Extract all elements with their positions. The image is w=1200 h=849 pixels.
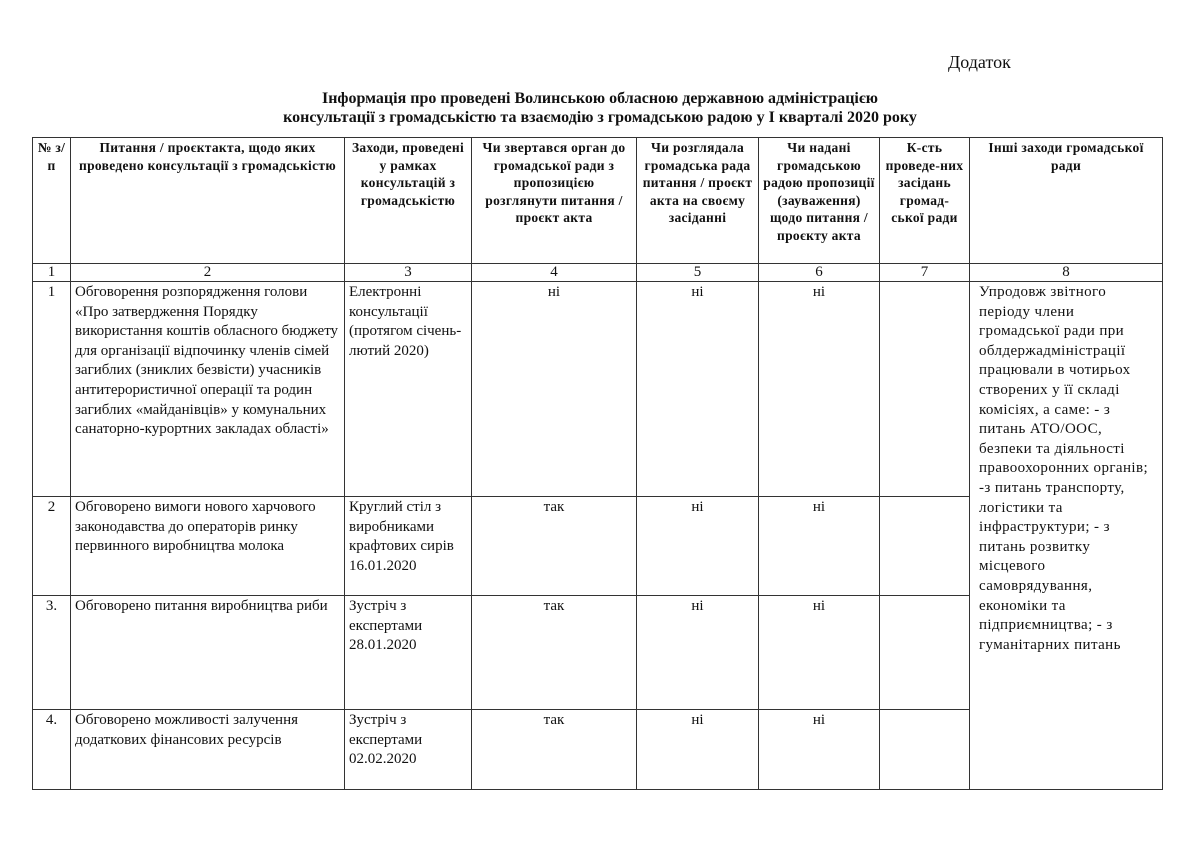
header-proposals: Чи надані громадською радою пропозиції (зауваження) щодо питання / проєкту акта xyxy=(759,138,880,264)
row-measures: Зустріч з експертами 28.01.2020 xyxy=(345,596,472,710)
header-appealed: Чи звертався орган до громадської ради з пропозицією розглянути питання / проєкт акта xyxy=(472,138,637,264)
appendix-label: Додаток xyxy=(948,52,1011,72)
row-considered: ні xyxy=(637,282,759,497)
column-number: 3 xyxy=(345,264,472,282)
row-measures: Електронні консультації (протягом січень-лютий 2020) xyxy=(345,282,472,497)
row-number: 4. xyxy=(33,710,71,790)
header-meetings: К-сть проведе-них засідань громад-ської ради xyxy=(880,138,970,264)
header-topic: Питання / проєктакта, щодо яких проведено консультації з громадськістю xyxy=(71,138,345,264)
header-measures: Заходи, проведені у рамках консультацій з громадськістю xyxy=(345,138,472,264)
row-appealed: так xyxy=(472,710,637,790)
row-topic: Обговорено вимоги нового харчового законодавства до операторів ринку первинного виробництва молока xyxy=(71,497,345,596)
row-proposals: ні xyxy=(759,282,880,497)
title-line-1: Інформація про проведені Волинською обласною державною адміністрацією xyxy=(321,90,879,107)
column-number: 2 xyxy=(71,264,345,282)
table-header-row xyxy=(33,138,1163,264)
row-number: 1 xyxy=(33,282,71,497)
document-title xyxy=(0,89,1200,127)
row-meetings xyxy=(880,497,970,596)
row-considered: ні xyxy=(637,710,759,790)
row-considered: ні xyxy=(637,497,759,596)
column-number-row xyxy=(33,264,1163,282)
column-number: 7 xyxy=(880,264,970,282)
column-number: 8 xyxy=(970,264,1163,282)
row-measures: Зустріч з експертами 02.02.2020 xyxy=(345,710,472,790)
other-measures-cell: Упродовж звітного періоду члени громадської ради при облдержадміністрації працювали в чотирьох створених у її складі комісіях, а саме: - з питань АТО/ООС, безпеки та діяльності правоохоронних органів; -з питань транспорту, логістики та інфраструктури; - з питань розвитку місцевого самоврядування, економіки та підприємництва; - з гуманітарних питань xyxy=(970,282,1163,790)
row-appealed: так xyxy=(472,596,637,710)
row-number: 3. xyxy=(33,596,71,710)
row-proposals: ні xyxy=(759,596,880,710)
row-topic: Обговорено можливості залучення додаткових фінансових ресурсів xyxy=(71,710,345,790)
row-topic: Обговорено питання виробництва риби xyxy=(71,596,345,710)
row-meetings xyxy=(880,282,970,497)
row-appealed: так xyxy=(472,497,637,596)
row-topic: Обговорення розпорядження голови «Про затвердження Порядку використання коштів обласного бюджету для організації відпочинку членів сімей загиблих (зниклих безвісти) учасників антитерористичної операції та родин загиблих «майданівців» у комунальних санаторно-курортних закладах області» xyxy=(71,282,345,497)
row-proposals: ні xyxy=(759,497,880,596)
title-line-2: консультації з громадськістю та взаємодію з громадською радою у І кварталі 2020 року xyxy=(283,109,917,126)
column-number: 5 xyxy=(637,264,759,282)
row-meetings xyxy=(880,596,970,710)
table-row xyxy=(33,282,1163,497)
row-measures: Круглий стіл з виробниками крафтових сирів 16.01.2020 xyxy=(345,497,472,596)
header-number: № з/п xyxy=(33,138,71,264)
header-other-measures: Інші заходи громадської ради xyxy=(970,138,1163,264)
column-number: 4 xyxy=(472,264,637,282)
column-number: 6 xyxy=(759,264,880,282)
consultations-table xyxy=(32,137,1163,790)
row-number: 2 xyxy=(33,497,71,596)
row-proposals: ні xyxy=(759,710,880,790)
column-number: 1 xyxy=(33,264,71,282)
row-appealed: ні xyxy=(472,282,637,497)
header-considered: Чи розглядала громадська рада питання / проєкт акта на своєму засіданні xyxy=(637,138,759,264)
row-meetings xyxy=(880,710,970,790)
row-considered: ні xyxy=(637,596,759,710)
